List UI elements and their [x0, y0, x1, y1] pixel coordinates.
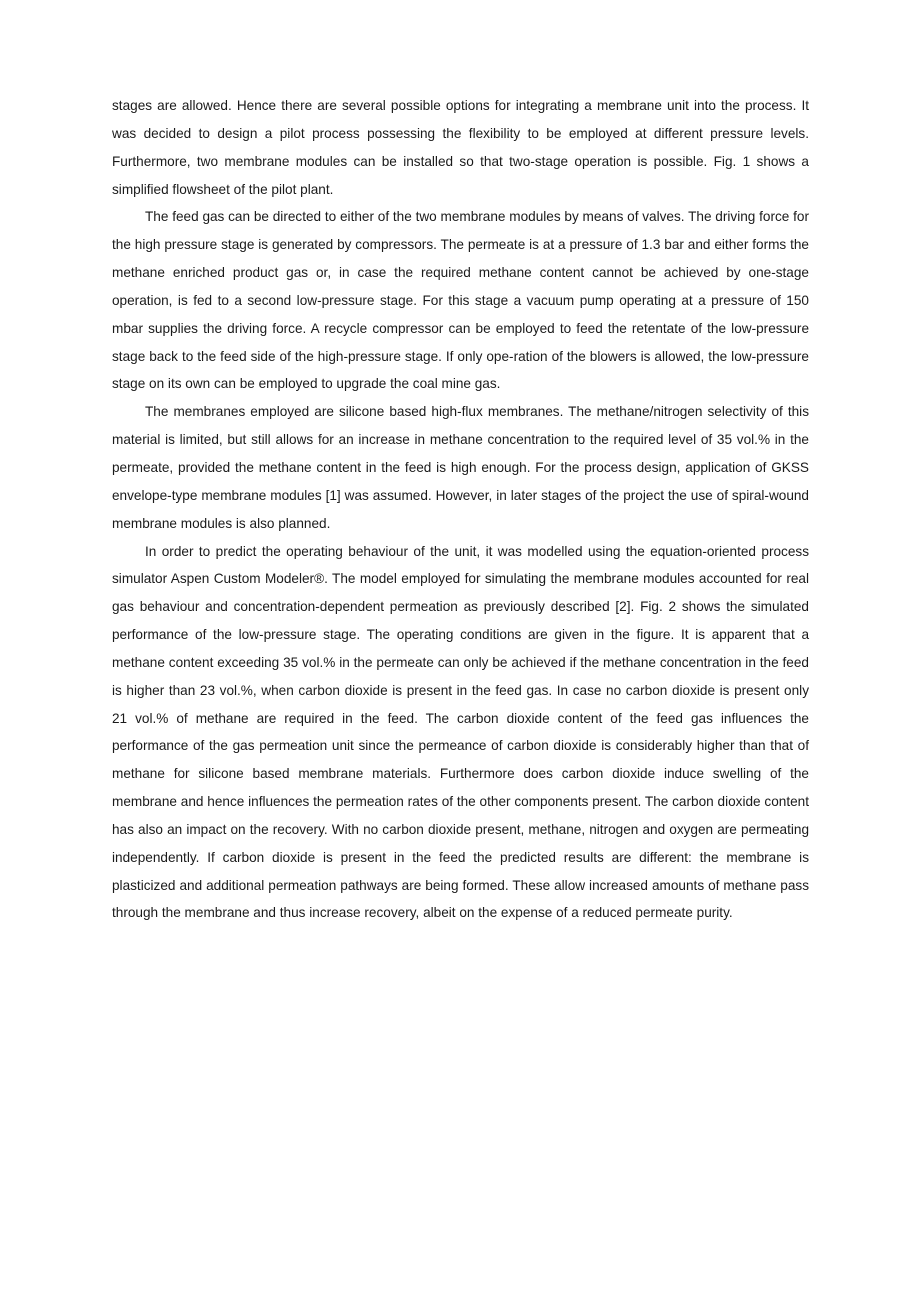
paper-body — [112, 92, 809, 927]
paragraph-membranes: The membranes employed are silicone based high-flux membranes. The methane/nitrogen selectivity of this material is limited, but still allows for an increase in methane concentration to the required level of 35 vol.% in the permeate, provided the methane content in the feed is high enough. For the process design, application of GKSS envelope-type membrane modules [1] was assumed. However, in later stages of the project the use of spiral-wound membrane modules is also planned. — [112, 404, 809, 531]
paragraph-continuation: stages are allowed. Hence there are several possible options for integrating a membrane unit into the process. It was decided to design a pilot process possessing the flexibility to be employed at different pressure levels. Furthermore, two membrane modules can be installed so that two-stage operation is possible. Fig. 1 shows a simplified flowsheet of the pilot plant. — [112, 98, 809, 197]
paragraph-simulation: In order to predict the operating behaviour of the unit, it was modelled using the equation-oriented process simulator Aspen Custom Modeler®. The model employed for simulating the membrane modules accounted for real gas behaviour and concentration-dependent permeation as previously described [2]. Fig. 2 shows the simulated performance of the low-pressure stage. The operating conditions are given in the figure. It is apparent that a methane content exceeding 35 vol.% in the permeate can only be achieved if the methane concentration in the feed is higher than 23 vol.%, when carbon dioxide is present in the feed gas. In case no carbon dioxide is present only 21 vol.% of methane are required in the feed. The carbon dioxide content of the feed gas influences the performance of the gas permeation unit since the permeance of carbon dioxide is considerably higher than that of methane for silicone based membrane materials. Furthermore does carbon dioxide induce swelling of the membrane and hence influences the permeation rates of the other components present. The carbon dioxide content has also an impact on the recovery. With no carbon dioxide present, methane, nitrogen and oxygen are permeating independently. If carbon dioxide is present in the feed the predicted results are different: the membrane is plasticized and additional permeation pathways are being formed. These allow increased amounts of methane pass through the membrane and thus increase recovery, albeit on the expense of a reduced permeate purity. — [112, 543, 809, 921]
paragraph-pilot-plant-operation: The feed gas can be directed to either of the two membrane modules by means of valves. The driving force for the high pressure stage is generated by compressors. The permeate is at a pressure of 1.3 bar and either forms the methane enriched product gas or, in case the required methane content cannot be achieved by one-stage operation, is fed to a second low-pressure stage. For this stage a vacuum pump operating at a pressure of 150 mbar supplies the driving force. A recycle compressor can be employed to feed the retentate of the low-pressure stage back to the feed side of the high-pressure stage. If only ope-ration of the blowers is allowed, the low-pressure stage on its own can be employed to upgrade the coal mine gas. — [112, 209, 809, 392]
